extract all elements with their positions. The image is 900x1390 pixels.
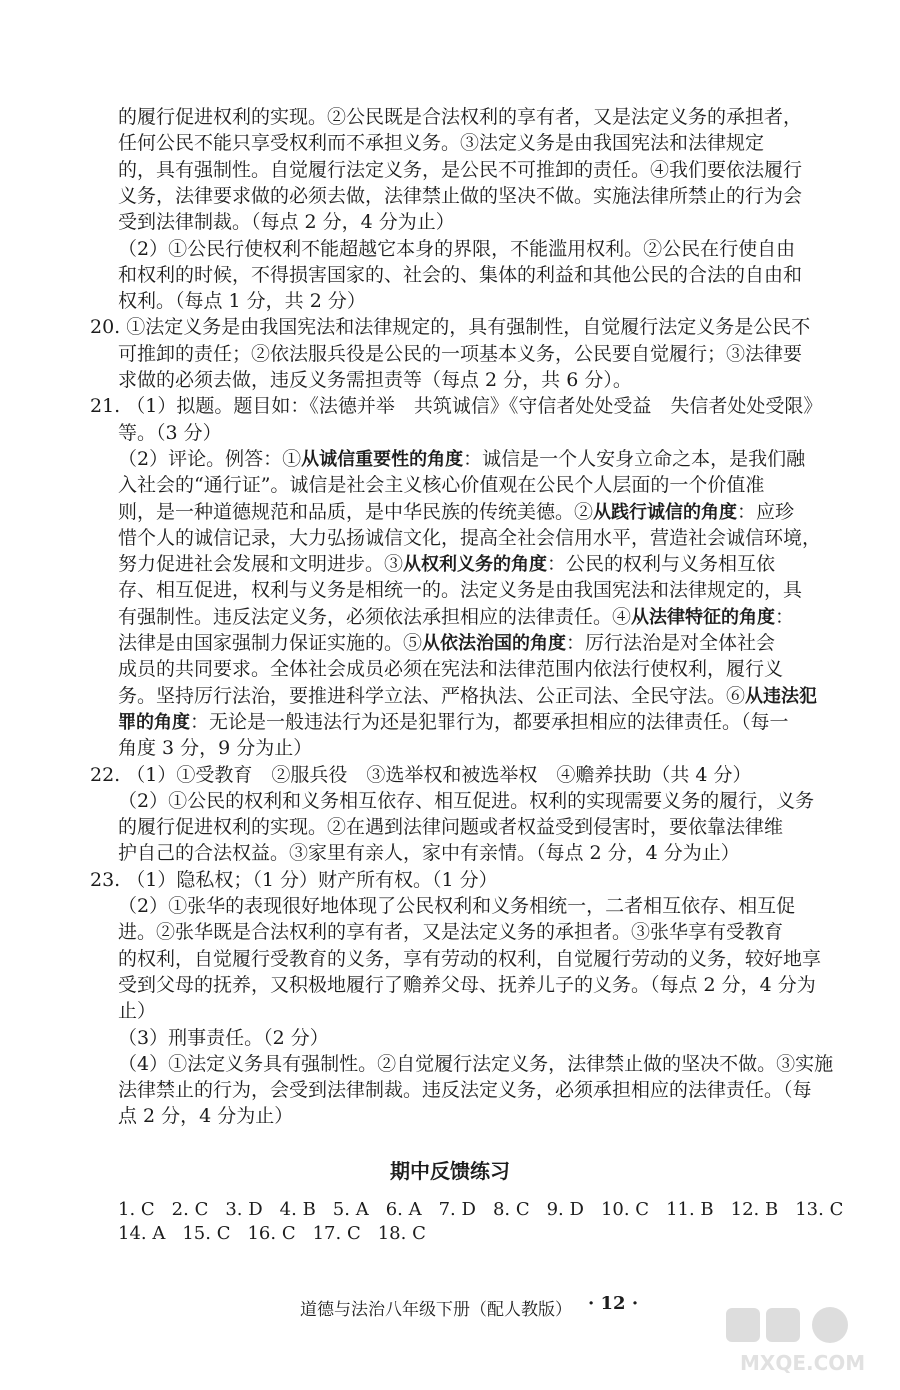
bold-phrase: 从依法治国的角度 bbox=[422, 633, 567, 654]
text-segment: ：诚信是一个人安身立命之本，是我们融 bbox=[463, 447, 806, 470]
answer-item: 11. B bbox=[666, 1199, 714, 1220]
text-segment: ：应珍 bbox=[737, 500, 795, 523]
text-line: 成员的共同要求。全体社会成员必须在宪法和法律范围内依法行使权利，履行义 bbox=[118, 658, 784, 681]
text-segment: ： bbox=[775, 605, 795, 628]
text-line: 点 2 分，4 分为止） bbox=[118, 1105, 294, 1128]
text-line: 权利。（每点 1 分，共 2 分） bbox=[118, 290, 366, 313]
text-line bbox=[118, 630, 775, 657]
text-line: （3）刑事责任。（2 分） bbox=[118, 1026, 329, 1049]
page-footer: 道德与法治八年级下册（配人教版） bbox=[300, 1300, 572, 1320]
bold-phrase: 罪的角度 bbox=[118, 711, 190, 733]
text-line: 的履行促进权利的实现。②公民既是合法权利的享有者，又是法定义务的承担者， bbox=[118, 106, 803, 128]
answer-item: 17. C bbox=[312, 1223, 361, 1244]
bold-phrase: 从违法犯 bbox=[745, 685, 818, 707]
text-line: 的，具有强制性。自觉履行法定义务，是公民不可推卸的责任。④我们要依法履行 bbox=[118, 158, 803, 181]
text-segment: 法律是由国家强制力保证实施的。⑤ bbox=[118, 632, 423, 654]
answer-item: 10. C bbox=[600, 1199, 650, 1220]
text-line: 存、相互促进，权利与义务是相统一的。法定义务是由我国宪法和法律规定的，具 bbox=[118, 579, 803, 602]
answer-item: 14. A bbox=[118, 1223, 166, 1244]
text-line: 角度 3 分，9 分为止） bbox=[118, 737, 313, 760]
text-line bbox=[118, 551, 775, 578]
text-segment: ：无论是一般违法行为还是犯罪行为，都要承担相应的法律责任。（每一 bbox=[190, 710, 789, 733]
watermark-logo bbox=[720, 1300, 890, 1380]
text-segment: 务。坚持厉行法治，要推进科学立法、严格执法、公正司法、全民守法。⑥ bbox=[118, 684, 746, 707]
text-line: 可推卸的责任；②依法服兵役是公民的一项基本义务，公民要自觉履行；③法律要 bbox=[118, 342, 803, 365]
text-line: 和权利的时候，不得损害国家的、社会的、集体的利益和其他公民的合法的自由和 bbox=[118, 263, 803, 286]
text-line: 护自己的合法权益。③家里有亲人，家中有亲情。（每点 2 分，4 分为止） bbox=[118, 842, 740, 865]
text-line: （2）①公民的权利和义务相互依存、相互促进。权利的实现需要义务的履行，义务 bbox=[118, 789, 815, 812]
answer-item: 5. A bbox=[332, 1199, 369, 1220]
text-line: 等。（3 分） bbox=[118, 421, 222, 444]
text-line: 求做的必须去做，违反义务需担责等（每点 2 分，共 6 分）。 bbox=[118, 369, 632, 391]
text-line: （4）①法定义务具有强制性。②自觉履行法定义务，法律禁止做的坚决不做。③实施 bbox=[118, 1052, 834, 1075]
answer-item: 4. B bbox=[279, 1199, 316, 1220]
text-line: （2）①张华的表现很好地体现了公民权利和义务相统一，二者相互依存、相互促 bbox=[118, 895, 796, 917]
answer-item: 2. C bbox=[171, 1199, 209, 1220]
text-line: 进。②张华既是合法权利的享有者，又是法定义务的承担者。③张华享有受教育 bbox=[118, 921, 784, 944]
text-line: 21. （1）拟题。题目如：《法德并举 共筑诚信》《守信者处处受益 失信者处处受限》 bbox=[90, 395, 823, 418]
text-segment: 有强制性。违反法定义务，必须依法承担相应的法律责任。④ bbox=[118, 605, 632, 628]
text-line: 义务，法律要求做的必须去做，法律禁止做的坚决不做。实施法律所禁止的行为会 bbox=[118, 184, 803, 207]
text-line: 的权利，自觉履行受教育的义务，享有劳动的权利，自觉履行劳动的义务，较好地享 bbox=[118, 947, 822, 970]
page-number: · 12 · bbox=[588, 1293, 639, 1314]
answer-item: 8. C bbox=[492, 1199, 530, 1220]
answer-item: 7. D bbox=[438, 1199, 476, 1220]
text-line bbox=[118, 683, 817, 710]
answer-item: 18. C bbox=[377, 1223, 426, 1244]
bold-phrase: 从践行诚信的角度 bbox=[593, 501, 738, 523]
text-segment: ：厉行法治是对全体社会 bbox=[566, 632, 776, 654]
answer-row-1 bbox=[118, 1198, 860, 1222]
text-line bbox=[118, 446, 805, 473]
answer-item: 15. C bbox=[182, 1223, 231, 1244]
text-segment: 努力促进社会发展和文明进步。③ bbox=[118, 553, 404, 576]
answer-item: 13. C bbox=[795, 1199, 844, 1220]
bold-phrase: 从法律特征的角度 bbox=[631, 606, 776, 628]
text-line: 任何公民不能只享受权利而不承担义务。③法定义务是由我国宪法和法律规定 bbox=[118, 132, 765, 155]
text-segment: 则，是一种道德规范和品质，是中华民族的传统美德。② bbox=[118, 500, 594, 523]
text-line bbox=[118, 499, 794, 526]
text-line: 20. ①法定义务是由我国宪法和法律规定的，具有强制性，自觉履行法定义务是公民不 bbox=[90, 316, 811, 339]
answer-item: 16. C bbox=[247, 1223, 296, 1244]
text-line: 23. （1）隐私权；（1 分）财产所有权。（1 分） bbox=[90, 868, 498, 891]
text-line bbox=[118, 709, 789, 736]
answer-item: 6. A bbox=[385, 1199, 422, 1220]
text-line: 入社会的“通行证”。诚信是社会主义核心价值观在公民个人层面的一个价值准 bbox=[118, 474, 765, 497]
text-segment: （2）评论。例答：① bbox=[118, 447, 302, 470]
text-line: （2）①公民行使权利不能超越它本身的界限，不能滥用权利。②公民在行使自由 bbox=[118, 237, 796, 260]
svg-text:MXQE.COM: MXQE.COM bbox=[740, 1351, 866, 1375]
answer-item: 3. D bbox=[225, 1199, 263, 1220]
text-line: 惜个人的诚信记录，大力弘扬诚信文化，提高全社会信用水平，营造社会诚信环境， bbox=[118, 526, 822, 549]
text-line bbox=[118, 604, 794, 631]
answer-row-2 bbox=[118, 1222, 443, 1246]
answer-item: 9. D bbox=[546, 1199, 584, 1220]
text-line: 受到父母的抚养，又积极地履行了赡养父母、抚养儿子的义务。（每点 2 分，4 分为 bbox=[118, 973, 816, 996]
text-line: 受到法律制裁。（每点 2 分，4 分为止） bbox=[118, 211, 455, 234]
section-title: 期中反馈练习 bbox=[390, 1159, 510, 1183]
text-line: 法律禁止的行为，会受到法律制裁。违反法定义务，必须承担相应的法律责任。（每 bbox=[118, 1079, 812, 1102]
bold-phrase: 从诚信重要性的角度 bbox=[301, 448, 464, 470]
text-line: 止） bbox=[118, 1000, 157, 1023]
text-line: 的履行促进权利的实现。②在遇到法律问题或者权益受到侵害时，要依靠法律维 bbox=[118, 816, 784, 839]
bold-phrase: 从权利义务的角度 bbox=[403, 554, 548, 576]
text-line: 22. （1）①受教育 ②服兵役 ③选举权和被选举权 ④赡养扶助（共 4 分） bbox=[90, 763, 752, 786]
answer-item: 12. B bbox=[730, 1199, 779, 1220]
answer-item: 1. C bbox=[118, 1199, 155, 1220]
text-segment: ：公民的权利与义务相互依 bbox=[547, 553, 776, 576]
